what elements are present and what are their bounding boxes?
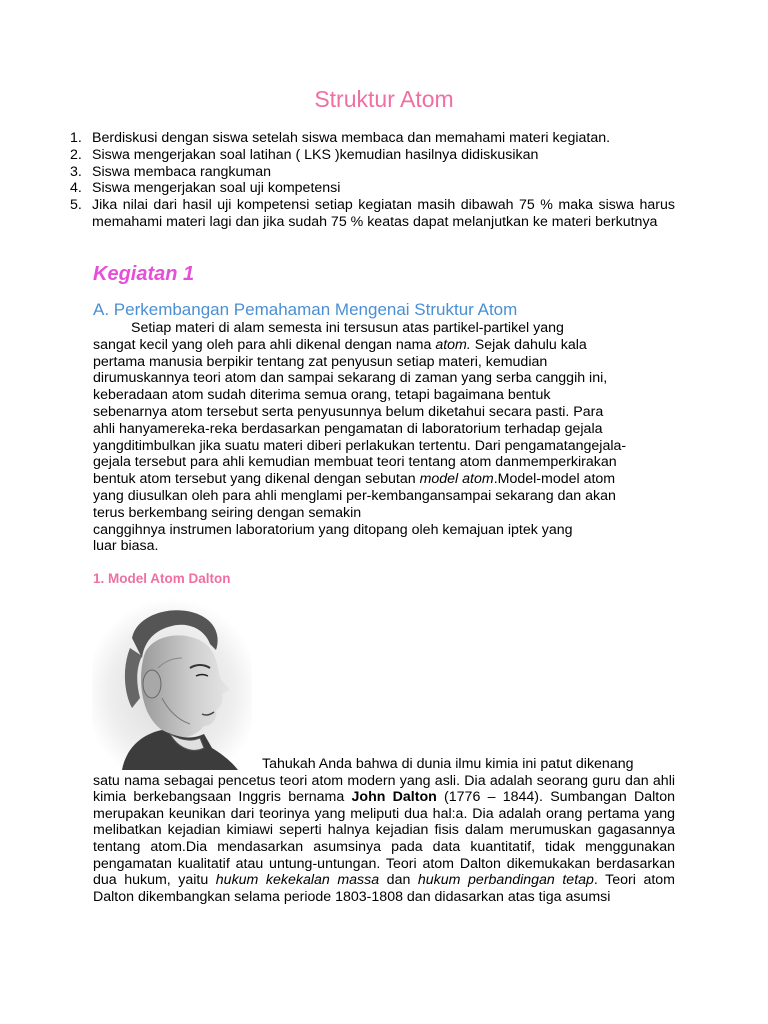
list-item: 5. Jika nilai dari hasil uji kompetensi setiap kegiatan masih dibawah 75 % maka siswa harus memahami materi lagi dan jika sudah 75 % keatas dapat melanjutkan ke materi berkutnya <box>70 197 675 230</box>
list-item: 1. Berdiskusi dengan siswa setelah siswa membaca dan memahami materi kegiatan. <box>70 130 611 146</box>
dalton-paragraph: Tahukah Anda bahwa di dunia ilmu kimia ini patut dikenang satu nama sebagai pencetus teori atom modern yang asli. Dia adalah seorang guru dan ahli kimia berkebangsaan Inggris bernama John Dalton (1776 – 1844). Sumbangan Dalton merupakan keunikan dari teorinya yang meliputi dua hal:a. Dia adalah orang pertama yang melibatkan kejadian kimiawi seperti halnya kejadian fisis dalam merumuskan gagasannya tentang atom.Dia mendasarkan asumsinya pada data kuantitatif, tidak menggunakan pengamatan kualitatif atau untung-untungan. Teori atom Dalton dikemukakan berdasarkan dua hukum, yaitu hukum kekekalan massa dan hukum perbandingan tetap. Teori atom Dalton dikembangkan selama periode 1803-1808 dan didasarkan atas tiga asumsi <box>93 756 675 905</box>
page-title: Struktur Atom <box>314 86 454 112</box>
dalton-portrait <box>92 598 252 770</box>
list-item: 3. Siswa membaca rangkuman <box>70 163 271 180</box>
steps-list <box>70 130 675 231</box>
subsection-heading: 1. Model Atom Dalton <box>93 571 231 586</box>
list-item: 4. Siswa mengerjakan soal uji kompetensi <box>70 180 341 197</box>
activity-heading: Kegiatan 1 <box>93 263 195 285</box>
intro-paragraph: Setiap materi di alam semesta ini tersusun atas partikel-partikel yang sangat kecil yang oleh para ahli dikenal dengan nama atom. Sejak dahulu kala pertama manusia berpikir tentang zat penyusun setiap materi, kemudian dirumuskannya teori atom dan sampai sekarang di zaman yang serba canggih ini, keberadaan atom sudah diterima semua orang, tetapi bagaimana bentuk sebenarnya atom tersebut serta penyusunnya belum diketahui secara pasti. Para ahli hanyamereka-reka berdasarkan pengamatan di laboratorium terhadap gejala yangditimbulkan jika suatu materi diberi perlakukan tertentu. Dari pengamatangejala- gejala tersebut para ahli kemudian membuat teori tentang atom danmemperkirakan bentuk atom tersebut yang dikenal dengan sebutan model atom.Model-model atom yang diusulkan oleh para ahli menglami per-kembangansampai sekarang dan akan terus berkembang seiring dengan semakin canggihnya instrumen laboratorium yang ditopang oleh kemajuan iptek yang luar biasa. <box>93 320 627 555</box>
section-heading: A. Perkembangan Pemahaman Mengenai Struktur Atom <box>93 300 518 319</box>
list-item: 2. Siswa mengerjakan soal latihan ( LKS )kemudian hasilnya didiskusikan <box>70 146 539 163</box>
